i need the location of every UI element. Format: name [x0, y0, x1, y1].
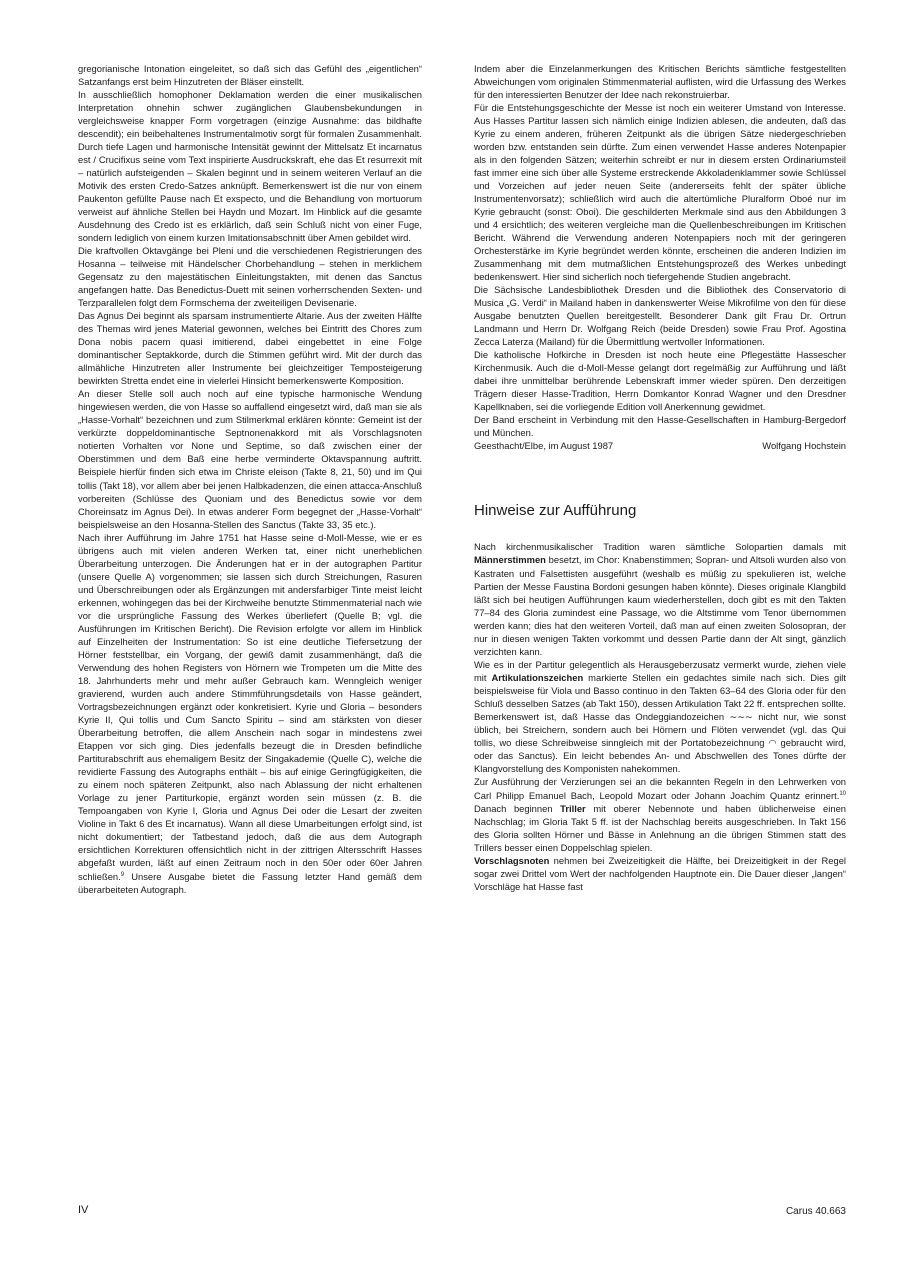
paragraph	[474, 658, 846, 775]
text-run: mit oberer Nebennote und haben üblicherweise einen Nachschlag; im Gloria Takt 5 ff. ist der Nachschlag bereits ausgeschrieben. In Takt 156 des Gloria sollten Hörner und Bässe in Anlehnung an die übrigen Stimmen statt des Trillers besser einen Doppelschlag spielen.	[474, 802, 847, 853]
text-run: Danach beginnen	[474, 802, 561, 814]
paragraph	[78, 531, 422, 897]
text-run: besetzt, im Chor: Knabenstimmen; Sopran- und Altsoli wurden also von Kastraten und Falsettisten ausgeführt (weshalb es müßig zu spekulieren ist, welche Partien der Messe Faustina Bordoni gesungen haben könnte). Dieses originale Klangbild läßt sich bei heutigen Aufführungen kaum wiederherstellen, doch gibt es mit den Takten 77–84 des Gloria zumindest eine Passage, wo die Altstimme vom Tenor übernommen werden kann; dies hat den weiteren Vorteil, daß man auf einen zweiten Solosopran, der nur in diesen wenigen Takten vorkommt und dessen Partie dann der Alt singt, gänzlich verzichten kann.	[474, 554, 846, 657]
paragraph: Die Sächsische Landesbibliothek Dresden und die Bibliothek des Conservatorio di Musica „G. Verdi“ in Mailand haben in dankenswerter Weise Mikrofilme von den für diese Ausgabe benutzten Quellen bereitgestellt. Besonderer Dank gilt Frau Dr. Ortrun Landmann und Herrn Dr. Wolfgang Reich (beide Dresden) sowie Frau Prof. Agostina Zecca Laterza (Mailand) für die Übermittlung wertvoller Informationen.	[474, 284, 846, 348]
text-run: nehmen bei Zweizeitigkeit die Hälfte, bei Dreizeitigkeit in der Regel sogar zwei Drittel vom Wert der nachfolgenden Hauptnote ein. Die Dauer dieser „langen“ Vorschläge hat Hasse fast	[474, 854, 846, 892]
footnote-ref: 9	[120, 871, 125, 878]
section-heading: Hinweise zur Aufführung	[474, 502, 637, 520]
text-run: markierte Stellen ein gedachtes simile nach sich. Dies gilt beispielsweise für Viola und Basso continuo in den Takten 63–64 des Gloria oder für den Schluß desselben Satzes (ab Takt 150), dessen Artikulation Takt 22 ff. entsprechen sollte. Bemerkenswert ist, daß Hasse das Ondeggiandozeichen ∼∼∼ nicht nur, wie sonst üblich, bei Streichern, sondern auch bei Hörnern und Flöten verwendet (vgl. das Qui tollis, wo diese Schreibweise sinngleich mit der Portatobezeichnung ◠ gebraucht wird, oder das Sanctus). Ein leicht bebendes An- und Abschwellen des Tones dürfte der Klangvorstellung des Komponisten nahekommen.	[474, 671, 846, 774]
paragraph	[474, 854, 846, 893]
bold-term: Artikulationszeichen	[491, 671, 584, 683]
paragraph: Die katholische Hofkirche in Dresden ist noch heute eine Pflegestätte Hassescher Kirchenmusik. Auch die d-Moll-Messe gelangt dort regelmäßig zur Aufführung und läßt dabei ihre unmittelbar berührende Lebenskraft immer wieder spüren. Den derzeitigen Trägern dieser Hasse-Tradition, Herrn Domkantor Konrad Wagner und den Dresdner Kapellknaben, sei die vorliegende Edition voll Anerkennung gewidmet.	[474, 349, 846, 413]
paragraph	[474, 775, 846, 854]
paragraph	[474, 540, 846, 657]
catalog-number: Carus 40.663	[785, 1206, 846, 1217]
text-run: Unsere Ausgabe bietet die Fassung letzter Hand gemäß dem überarbeiteten Autograph.	[78, 871, 422, 896]
paragraph: Für die Entstehungsgeschichte der Messe ist noch ein weiterer Umstand von Interesse. Aus Hasses Partitur lassen sich nämlich einige Indizien ablesen, die andeuten, daß das Kyrie zu einem anderen, früheren Zeitpunkt als die übrigen Sätze niedergeschrieben worden bzw. entstanden sein dürfte. Zum einen verwendet Hasse anderes Notenpapier als in den folgenden Sätzen; weiterhin schreibt er nur in diesem ersten Ordinariumsteil fast immer eine sich über alle Systeme erstreckende Akkoladenklammer sowie Schlüssel und Vorzeichen auf jeder neuen Seite (andererseits fehlt der später übliche Instrumentenvorsatz); schließlich wird auch die altertümliche Pluralform Oboé nur im Kyrie gebraucht (sonst: Oboi). Die geschilderten Merkmale sind aus den Abbildungen 3 und 4 ersichtlich; des weiteren vergleiche man die Quellenbeschreibungen im Kritischen Bericht. Während die Verwendung anderen Notenpapiers noch mit der geringeren Orchesterstärke im Kyrie begründet werden könnte, erscheinen die anderen Indizien im Zusammenhang mit dem mutmaßlichen Entstehungsprozeß des Werkes unbedingt bedenkenswert. Hier sind sicherlich noch tiefergehende Studien angebracht.	[474, 102, 846, 283]
left-column	[78, 62, 422, 896]
bold-term: Triller	[560, 802, 586, 814]
signature-place-date: Geesthacht/Elbe, im August 1987	[474, 440, 614, 452]
paragraph: Der Band erscheint in Verbindung mit den Hasse-Gesellschaften in Hamburg-Bergedorf und München.	[474, 414, 846, 439]
text-run: Zur Ausführung der Verzierungen sei an die bekannten Regeln in den Lehrwerken von Carl Philipp Emanuel Bach, Leopold Mozart oder Johann Joachim Quantz erinnert.	[474, 775, 846, 801]
paragraph: Das Agnus Dei beginnt als sparsam instrumentierte Altarie. Aus der zweiten Hälfte des Themas wird jenes Material gewonnen, welches bei Eintritt des Chores zum Dona nobis pacem quasi imitierend, dabei eingebettet in eine Folge dominantischer Septakkorde, durch die Stimmen geführt wird. Mit der durch das allmähliche Hinzutreten aller Instrumente bei gleichzeitiger Temposteigerung bewirkten Stretta endet eine in vielerlei Hinsicht bemerkenswerte Komposition.	[78, 310, 422, 387]
paragraph: An dieser Stelle soll auch noch auf eine typische harmonische Wendung hingewiesen werden, die von Hasse so auffallend eingesetzt wird, daß man sie als „Hasse-Vorhalt“ bezeichnen und zum Stilmerkmal erklären könnte: Gemeint ist der verkürzte doppeldominantische Septnonenakkord mit als Vorschlagsnoten notierten Vorhalten vor None und Septime, so daß zwischen einer der Oberstimmen und dem Baß eine herbe verminderte Oktavspannung auftritt. Beispiele hierfür finden sich etwa im Christe eleison (Takte 8, 21, 50) und im Qui tollis (Takt 18), vor allem aber bei jenen Halbkadenzen, die einen attacca-Anschluß vorbereiten (Schlüsse des Quoniam und des Benedictus sowie vor dem Choreinsatz im Agnus Dei). In etwas anderer Form begegnet der „Hasse-Vorhalt“ beispielsweise an den Hosanna-Stellen des Sanctus (Takte 33, 35 etc.).	[78, 388, 422, 530]
footnote-ref: 10	[839, 790, 846, 797]
paragraph: Indem aber die Einzelanmerkungen des Kritischen Berichts sämtliche festgestellten Abweichungen vom originalen Stimmenmaterial auflisten, wird die Urfassung des Werkes für den interessierten Benutzer der Idee nach rekonstruierbar.	[474, 63, 846, 101]
right-column	[474, 62, 846, 893]
paragraph: gregorianische Intonation eingeleitet, so daß sich das Gefühl des „eigentlichen“ Satzanfangs erst beim Hinzutreten der Bläser einstellt.	[78, 63, 422, 88]
page-number: IV	[78, 1204, 89, 1216]
signature-line	[474, 439, 846, 452]
bold-term: Vorschlagsnoten	[474, 854, 550, 866]
text-run: Nach kirchenmusikalischer Tradition waren sämtliche Solopartien damals mit	[474, 541, 846, 553]
signature-author: Wolfgang Hochstein	[762, 440, 846, 452]
paragraph: In ausschließlich homophoner Deklamation werden die einer musikalischen Interpretation ohnehin schwer zugänglichen Glaubensbekundungen in vergleichsweise knapper Form vorgetragen (einzige Ausnahme: das bildhafte descendit); ein beibehaltenes Instrumentalmotiv sorgt für formalen Zusammenhalt. Durch tiefe Lagen und harmonische Intensität gewinnt der Mittelsatz Et incarnatus est / Crucifixus seine vom Text inspirierte Ausdruckskraft, ehe das Et resurrexit mit – natürlich aufsteigenden – Skalen beginnt und in seinem weiteren Verlauf an die Motivik des ersten Credo-Satzes anknüpft. Bemerkenswert ist die nur von einem Paukenton gefüllte Pause nach Et exspecto, und die Behandlung von mortuorum verweist auf ähnliche Stellen bei Haydn und Mozart. Im Hinblick auf die gesamte Ausdehnung des Credo ist es erklärlich, daß sein Schluß nicht von einer Fuge, sondern lediglich von einem kurzen Imitationsabschnitt über Amen gebildet wird.	[78, 89, 422, 244]
text-run: Wie es in der Partitur gelegentlich als Herausgeberzusatz vermerkt wurde, ziehen viele mit	[474, 658, 846, 683]
bold-term: Männerstimmen	[474, 554, 546, 566]
text-run: Nach ihrer Aufführung im Jahre 1751 hat Hasse seine d-Moll-Messe, wie er es übrigens auch mit vielen anderen Werken tat, einer nicht unerheblichen Überarbeitung unterzogen. Die Änderungen hat er in der autographen Partitur (unsere Quelle A) vorgenommen; sie lassen sich durch Streichungen, Rasuren und Überschreibungen oder als Ergänzungen mit andersfarbiger Tinte meist leicht erkennen, wohingegen das bei der Kirchweihe benutzte Stimmenmaterial nach wie vor die ursprüngliche Fassung des Werkes überliefert (Quelle B; vgl. die Ausführungen im Kritischen Bericht). Die Revision erfolgte vor allem im Hinblick auf Einzelheiten der Instrumentation: So ist eine deutliche Tiefersetzung der Hörner feststellbar, ein Vorgang, der gewiß damit zusammenhängt, daß die Verwendung des hohen Registers von Hörnern wie Trompeten um die Mitte des 18. Jahrhunderts mehr und mehr außer Gebrauch kam. Wenngleich weniger gravierend, wurden auch andere Stimmführungsdetails von Hasse geändert, Vortragsbezeichnungen ergänzt oder konkretisiert. Kyrie und Gloria – besonders Kyrie II, Qui tollis und Cum Sancto Spiritu – sind am stärksten von dieser Überarbeitung betroffen, die allem Anschein nach sogar in mindestens zwei Etappen vor sich ging. Dies jedenfalls bezeugt die in Dresden befindliche Partiturabschrift aus ehemaligem Besitz der Singakademie (Quelle C), welche die revidierte Fassung des Autographs enthält – bis auf einige Geringfügigkeiten, die zu einem noch späteren Zeitpunkt, also nach Ablassung der nicht erhaltenen Vorlage zu jener Partiturkopie, ergänzt worden sein müssen (z. B. die Tempoangaben von Kyrie I, Gloria und Agnus Dei oder die Lesart der zweiten Violine in Takt 6 des Et incarnatus). Wann all diese Umarbeitungen erfolgt sind, ist nicht dokumentiert; der Tatbestand jedoch, daß die aus dem Autograph ersichtlichen Korrekturen offensichtlich nicht in der zittrigen Altersschrift Hasses abgefaßt wurden, läßt auf einen Zeitraum noch in den 50er oder 60er Jahren schließen.	[78, 531, 422, 883]
paragraph: Die kraftvollen Oktavgänge bei Pleni und die verschiedenen Registrierungen des Hosanna – teilweise mit Händelscher Chorbehandlung – stehen in merklichem Gegensatz zu den majestätischen Einleitungstakten, mit denen das Sanctus angefangen hatte. Das Benedictus-Duett mit seinen vorherrschenden Sexten- und Terzparallelen folgt dem Formschema der zweiteiligen Devisenarie.	[78, 245, 422, 309]
